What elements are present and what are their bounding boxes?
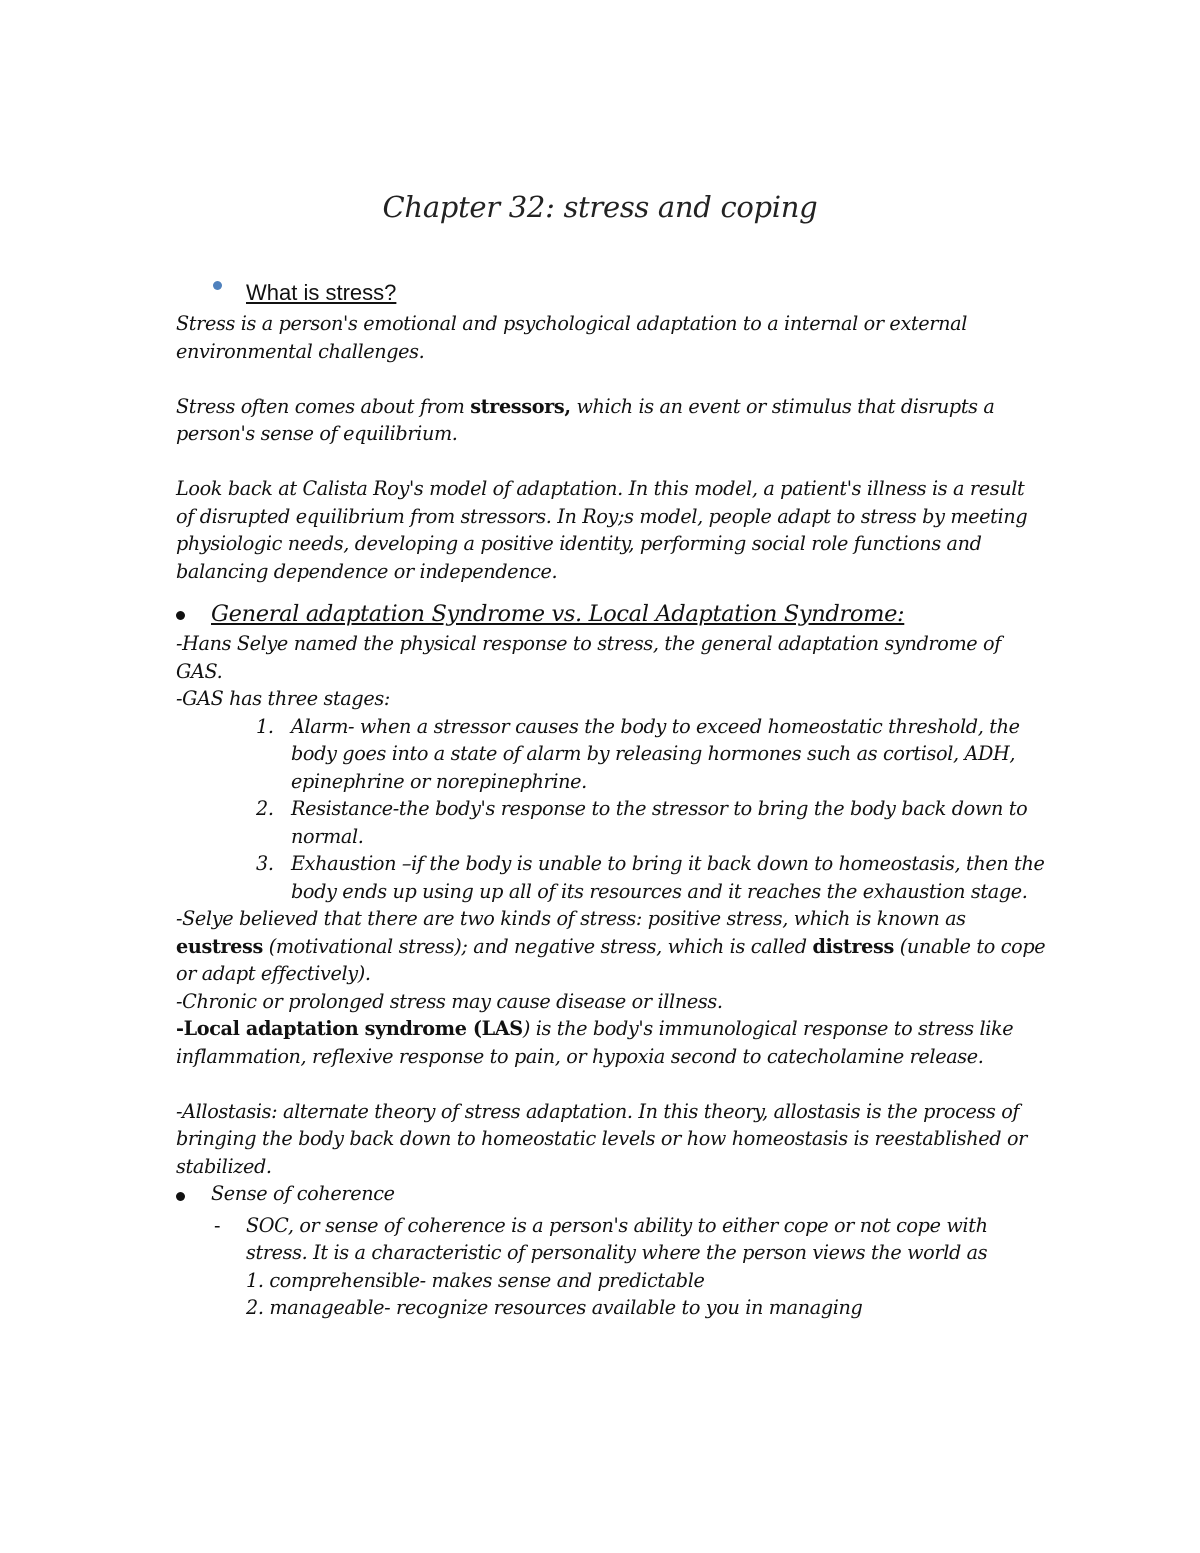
bullet-icon <box>176 611 185 620</box>
stress-definition: Stress is a person's emotional and psychological adaptation to a internal or external environmental challenges. <box>176 312 967 363</box>
stressors-paragraph: Stress often comes about from stressors, which is an event or stimulus that disrupts a person's sense of equilibrium. <box>176 394 995 445</box>
document-body <box>176 276 1046 1322</box>
soc-item-2: 2. manageable- recognize resources available to you in managing <box>246 1296 863 1319</box>
gas-stages-intro: -GAS has three stages: <box>176 687 390 710</box>
soc-description: - SOC, or sense of coherence is a person's ability to either cope or not cope with stress. It is a characteristic of personality where the person views the world as 1. comprehensible- makes sense and predictable 2. manageable- recognize resources available to you in managing <box>176 1212 1046 1322</box>
las-term: Local adaptation syndrome (LAS <box>183 1017 523 1040</box>
gas-stages-list <box>176 713 1046 906</box>
bullet-icon <box>213 281 222 290</box>
roy-model-paragraph: Look back at Calista Roy's model of adaptation. In this model, a patient's illness is a result of disrupted equilibrium from stressors. In Roy;s model, people adapt to stress by meeting physiologic needs, developing a positive identity, performing social role functions and balancing dependence or independence. <box>176 477 1028 583</box>
heading-text: What is stress? <box>246 280 397 305</box>
list-item: 2. Resistance-the body's response to the stressor to bring the body back down to normal. <box>256 797 1028 848</box>
list-item: 3. Exhaustion –if the body is unable to bring it back down to homeostasis, then the body ends up using up all of its resources and it reaches the exhaustion stage. <box>256 852 1045 903</box>
list-item: 1. Alarm- when a stressor causes the body to exceed homeostatic threshold, the body goes into a state of alarm by releasing hormones such as cortisol, ADH, epinephrine or norepinephrine. <box>256 714 1020 793</box>
eustress-distress-paragraph: -Selye believed that there are two kinds of stress: positive stress, which is known as eustress (motivational stress); and negative stress, which is called distress (unable to cope or adapt effectively). <box>176 907 1046 985</box>
allostasis-paragraph: -Allostasis: alternate theory of stress adaptation. In this theory, allostasis is the process of bringing the body back down to homeostatic levels or how homeostasis is reestablished or stabilized. <box>176 1099 1028 1178</box>
eustress-term: eustress <box>176 934 263 958</box>
soc-bullet: Sense of coherence <box>176 1180 1046 1208</box>
selye-gas-line: -Hans Selye named the physical response to stress, the general adaptation syndrome of GAS. <box>176 632 1002 683</box>
stressors-term: stressors, <box>470 394 571 418</box>
heading-text: General adaptation Syndrome vs. Local Adaptation Syndrome: <box>211 601 905 627</box>
section-heading-gas-vs-las <box>176 599 1046 630</box>
section-heading-what-is-stress <box>176 276 1046 310</box>
distress-term: distress <box>812 934 894 958</box>
las-paragraph: -Local adaptation syndrome (LAS) is the body's immunological response to stress like inflammation, reflexive response to pain, or hypoxia second to catecholamine release. <box>176 1017 1014 1068</box>
page-title: Chapter 32: stress and coping <box>382 190 818 224</box>
chronic-stress-line: -Chronic or prolonged stress may cause disease or illness. <box>176 989 723 1013</box>
bullet-icon <box>176 1192 185 1201</box>
soc-item-1: 1. comprehensible- makes sense and predictable <box>246 1268 705 1292</box>
